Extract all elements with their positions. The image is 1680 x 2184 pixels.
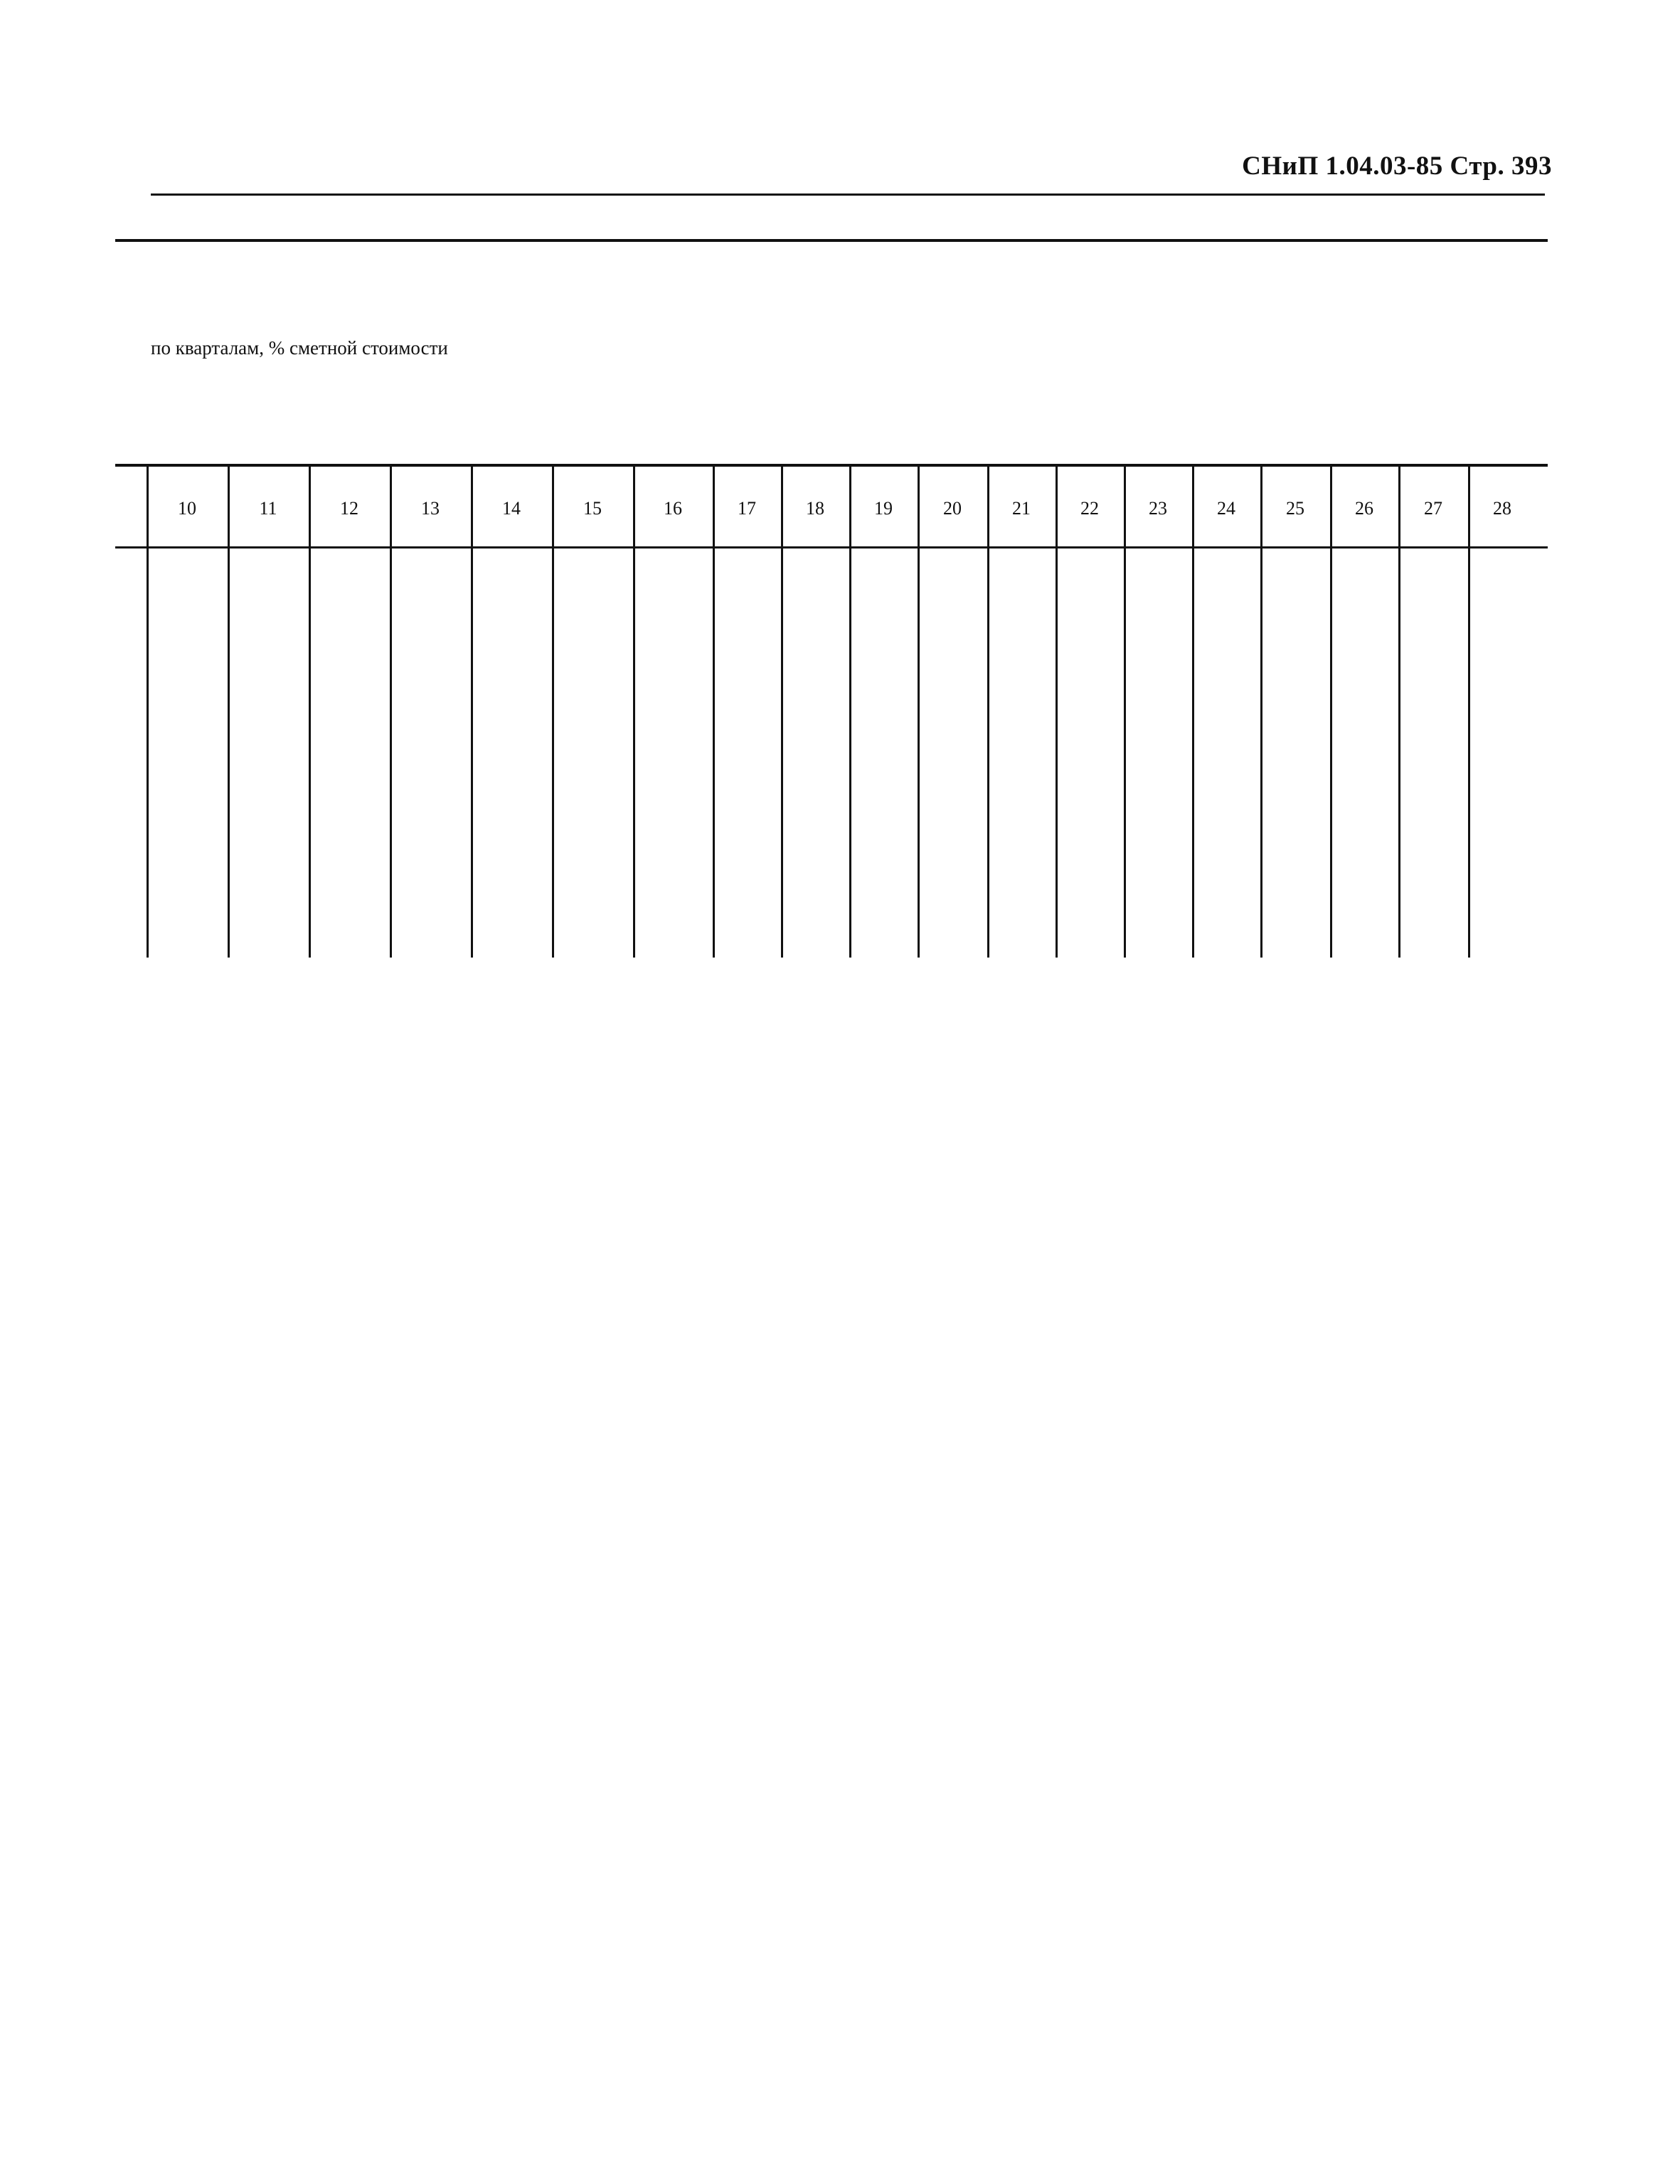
body-column-divider xyxy=(1056,548,1058,958)
body-column-divider xyxy=(228,548,230,958)
table-caption: по кварталам, % сметной стоимости xyxy=(151,337,448,359)
body-column-divider xyxy=(918,548,920,958)
column-number: 20 xyxy=(943,498,962,519)
table-header-border xyxy=(115,546,1548,548)
column-number: 17 xyxy=(738,498,756,519)
column-number: 19 xyxy=(874,498,893,519)
page-reference: СНиП 1.04.03-85 Стр. 393 xyxy=(1242,152,1552,181)
column-number: 11 xyxy=(259,498,277,519)
header-rule xyxy=(151,194,1545,196)
body-column-divider xyxy=(1330,548,1332,958)
body-column-divider xyxy=(552,548,554,958)
column-number: 21 xyxy=(1012,498,1031,519)
column-number: 28 xyxy=(1493,498,1511,519)
column-number: 25 xyxy=(1286,498,1304,519)
column-number: 27 xyxy=(1424,498,1442,519)
body-column-divider xyxy=(1124,548,1126,958)
column-number: 14 xyxy=(502,498,521,519)
body-column-divider xyxy=(147,548,149,958)
body-column-divider xyxy=(781,548,783,958)
column-number: 13 xyxy=(421,498,440,519)
column-number: 10 xyxy=(178,498,196,519)
column-number: 26 xyxy=(1355,498,1373,519)
body-column-divider xyxy=(1260,548,1262,958)
body-column-divider xyxy=(309,548,311,958)
body-column-divider xyxy=(849,548,851,958)
body-column-divider xyxy=(1192,548,1194,958)
body-column-divider xyxy=(633,548,635,958)
body-column-divider xyxy=(1468,548,1470,958)
column-number: 12 xyxy=(340,498,358,519)
column-number: 24 xyxy=(1217,498,1235,519)
column-number: 23 xyxy=(1149,498,1167,519)
column-number: 15 xyxy=(583,498,602,519)
body-column-divider xyxy=(1398,548,1400,958)
body-column-divider xyxy=(390,548,392,958)
body-column-divider xyxy=(471,548,473,958)
body-column-divider xyxy=(987,548,989,958)
column-number: 18 xyxy=(806,498,824,519)
column-number: 22 xyxy=(1080,498,1099,519)
column-number: 16 xyxy=(664,498,682,519)
body-column-divider xyxy=(713,548,715,958)
section-rule xyxy=(115,239,1548,242)
table-top-border xyxy=(115,464,1548,467)
